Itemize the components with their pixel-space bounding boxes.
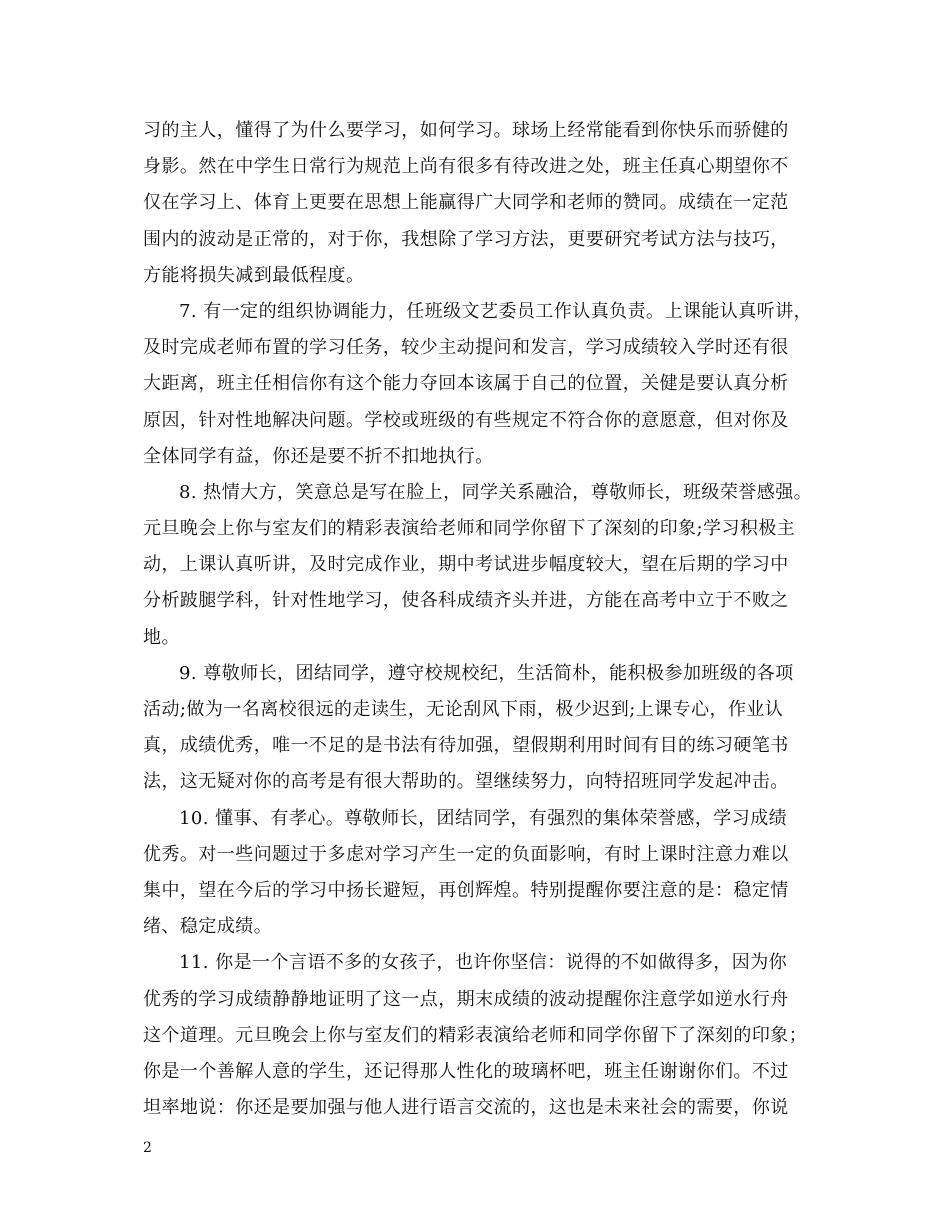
text-line: 集中，望在今后的学习中扬长避短，再创辉煌。特别提醒你要注意的是：稳定情 — [143, 879, 789, 901]
text-line: 分析跛腿学科，针对性地学习，使各科成绩齐头并进，方能在高考中立于不败之 — [143, 590, 789, 612]
text-line: 活动;做为一名离校很远的走读生，无论刮风下雨，极少迟到;上课专心，作业认 — [143, 699, 784, 720]
document-body — [143, 113, 811, 1126]
text-line: 原因，针对性地解决问题。学校或班级的有些规定不符合你的意愿意，但对你及 — [143, 409, 789, 431]
text-line: 坦率地说：你还是要加强与他人进行语言交流的，这也是未来社会的需要，你说 — [143, 1097, 789, 1119]
text-line: 动，上课认真听讲，及时完成作业，期中考试进步幅度较大，望在后期的学习中 — [143, 554, 789, 576]
text-line: 这个道理。元旦晚会上你与室友们的精彩表演给老师和同学你留下了深刻的印象； — [143, 1024, 808, 1046]
paragraph-9-start: 9. 尊敬师长，团结同学，遵守校规校纪，生活简朴，能积极参加班级的各项 — [179, 662, 794, 684]
paragraph-11-start: 11. 你是一个言语不多的女孩子，也许你坚信：说得的不如做得多，因为你 — [179, 952, 788, 974]
text-line: 真，成绩优秀，唯一不足的是书法有待加强，望假期利用时间有目的练习硬笔书 — [143, 735, 789, 757]
text-line: 习的主人，懂得了为什么要学习，如何学习。球场上经常能看到你快乐而骄健的 — [143, 120, 789, 141]
text-line: 身影。然在中学生日常行为规范上尚有很多有待改进之处，班主任真心期望你不 — [143, 156, 789, 178]
text-line: 全体同学有益，你还是要不折不扣地执行。 — [143, 445, 494, 467]
paragraph-7-start: 7. 有一定的组织协调能力，任班级文艺委员工作认真负责。上课能认真听讲， — [179, 300, 813, 322]
text-line: 仅在学习上、体育上更要在思想上能赢得广大同学和老师的赞同。成绩在一定范 — [143, 192, 789, 214]
text-line: 围内的波动是正常的，对于你，我想除了学习方法，更要研究考试方法与技巧， — [143, 228, 789, 250]
text-line: 优秀的学习成绩静静地证明了这一点，期末成绩的波动提醒你注意学如逆水行舟 — [143, 988, 789, 1010]
paragraph-10-start: 10. 懂事、有孝心。尊敬师长，团结同学，有强烈的集体荣誉感，学习成绩 — [179, 807, 788, 829]
text-line: 大距离，班主任相信你有这个能力夺回本该属于自己的位置，关健是要认真分析 — [143, 373, 789, 395]
text-line: 优秀。对一些问题过于多虑对学习产生一定的负面影响，有时上课时注意力难以 — [143, 843, 789, 865]
text-line: 方能将损失减到最低程度。 — [143, 264, 365, 286]
text-line: 地。 — [143, 626, 180, 648]
text-line: 你是一个善解人意的学生，还记得那人性化的玻璃杯吧，班主任谢谢你们。不过 — [143, 1060, 789, 1082]
text-line: 元旦晚会上你与室友们的精彩表演给老师和同学你留下了深刻的印象;学习积极主 — [143, 518, 796, 540]
paragraph-8-start: 8. 热情大方，笑意总是写在脸上，同学关系融洽，尊敬师长，班级荣誉感强。 — [179, 481, 813, 503]
text-line: 法，这无疑对你的高考是有很大帮助的。望继续努力，向特招班同学发起冲击。 — [143, 771, 789, 793]
text-line: 绪、稳定成绩。 — [143, 916, 273, 938]
text-line: 及时完成老师布置的学习任务，较少主动提问和发言，学习成绩较入学时还有很 — [143, 337, 789, 359]
page-number: 2 — [143, 1140, 152, 1156]
